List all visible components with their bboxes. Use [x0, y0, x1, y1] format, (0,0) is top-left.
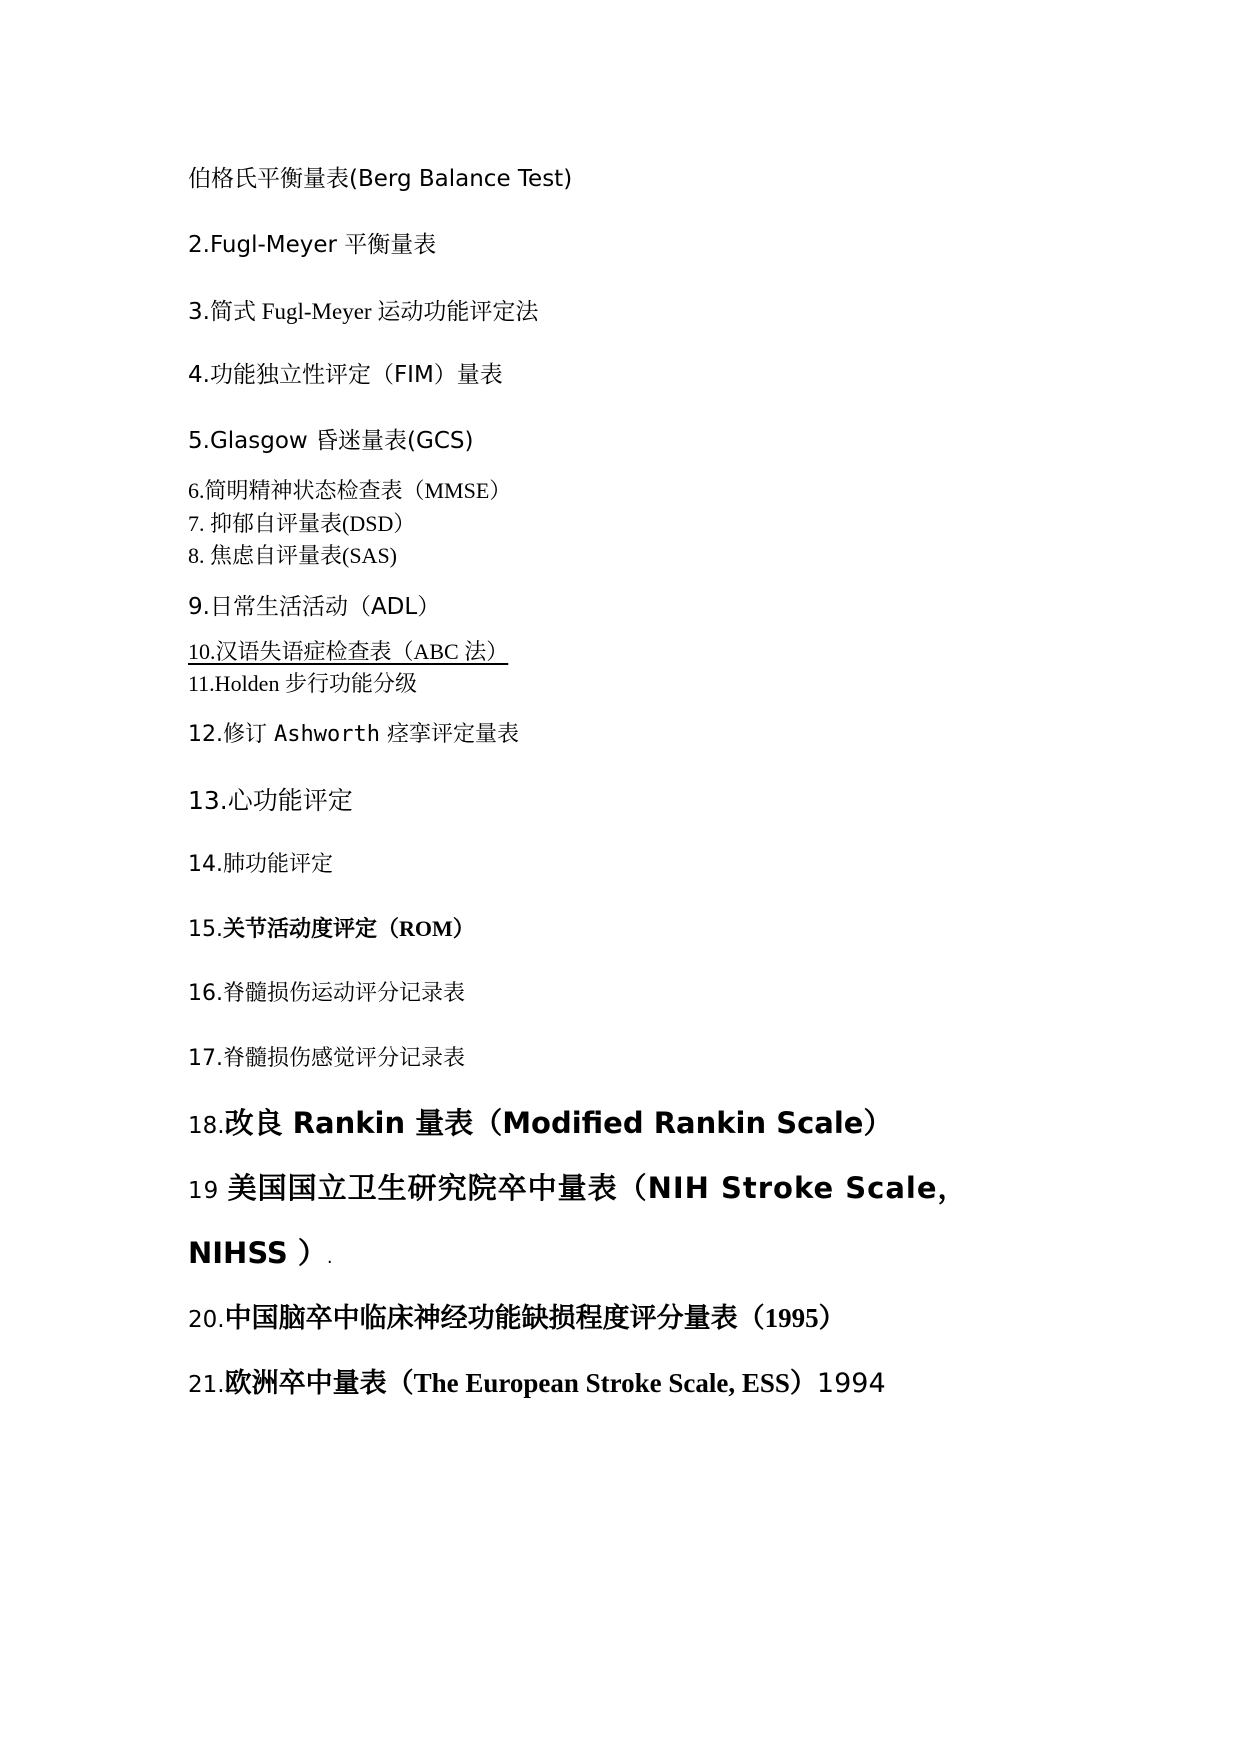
list-item-number: 15.: [188, 917, 223, 942]
list-item-text: 心功能评定: [227, 788, 353, 815]
list-item-text: 中国脑卒中临床神经功能缺损程度评分量表（: [224, 1303, 765, 1334]
list-item-text: 9.日常生活活动（ADL）: [188, 594, 441, 620]
list-item-text: 5.Glasgow 昏迷量表(GCS): [188, 428, 474, 454]
list-item-mmse: [188, 478, 511, 504]
list-item-text: 6.简明精神状态检查表（MMSE）: [188, 478, 512, 503]
list-item-text: 美国国立卫生研究院卒中量表（NIH Stroke Scale，: [227, 1171, 968, 1205]
list-item-text: 2.Fugl-Meyer 平衡量表: [188, 232, 437, 258]
list-item-abbr: ROM: [399, 916, 453, 941]
list-item-fugl-meyer-balance: [188, 232, 436, 260]
list-item-number: 20.: [188, 1307, 225, 1333]
list-item-text: 脊髓损伤感觉评分记录表: [223, 1045, 466, 1070]
list-item-dsd: [188, 511, 415, 537]
list-item-pulmonary: [188, 851, 333, 878]
list-item-number: 12.修订: [188, 722, 274, 747]
list-item-year: 1995: [764, 1303, 819, 1333]
list-item-sas: [188, 543, 397, 569]
list-item-text: 简式 Fugl-Meyer 运动功能评定法: [209, 299, 539, 324]
list-item-year: 1994: [816, 1368, 886, 1399]
list-item-text: Ashworth: [273, 722, 380, 747]
list-item-text: ）: [818, 1303, 846, 1334]
list-item-text: 脊髓损伤运动评分记录表: [223, 980, 466, 1005]
list-item-number: 21.: [188, 1372, 225, 1398]
list-item-number: 17.: [188, 1046, 223, 1071]
list-item-number: 14.: [188, 852, 223, 877]
list-item-text: 关节活动度评定（: [223, 917, 400, 942]
list-item-text: ）: [789, 1368, 817, 1399]
list-item-adl: [188, 594, 440, 622]
list-item-european-stroke: [188, 1367, 886, 1400]
list-item-sci-motor: [188, 980, 465, 1007]
list-item-text: 伯格氏平衡量表(Berg Balance Test): [188, 166, 573, 192]
list-item-text: 改良 Rankin 量表（Modified Rankin Scale）: [224, 1106, 893, 1140]
list-item-text: 4.功能独立性评定（FIM）量表: [188, 362, 503, 388]
list-item-text: ）: [452, 917, 475, 942]
list-item-number: 18.: [188, 1113, 225, 1139]
list-item-text: 8. 焦虑自评量表(SAS): [188, 543, 398, 568]
list-item-gcs: [188, 428, 473, 456]
list-item-nihss-continued: [188, 1236, 333, 1271]
list-item-text: 肺功能评定: [223, 851, 334, 876]
list-item-cardiac: [188, 786, 353, 817]
list-item-text: 痉挛评定量表: [379, 722, 519, 747]
list-item-abc: [188, 639, 508, 665]
list-item-text: NIHSS ）: [188, 1236, 327, 1270]
list-item-period: .: [326, 1247, 333, 1268]
list-item-english-name: The European Stroke Scale, ESS: [413, 1368, 790, 1398]
list-item-text: 11.Holden 步行功能分级: [188, 671, 417, 696]
list-item-rom: [188, 916, 475, 943]
list-item-fim: [188, 362, 503, 390]
list-item-number: 19: [188, 1178, 228, 1204]
list-item-berg: [188, 166, 572, 194]
list-item-rankin: [188, 1106, 892, 1141]
list-item-ashworth: [188, 722, 519, 748]
list-item-nihss: [188, 1171, 968, 1206]
list-item-sci-sensory: [188, 1045, 465, 1072]
list-item-number: 3.: [188, 299, 210, 325]
list-item-text: 10.汉语失语症检查表（ABC 法）: [188, 639, 509, 664]
list-item-fugl-meyer-motor: [188, 298, 538, 327]
list-item-number: 13.: [188, 786, 228, 815]
list-item-number: 16.: [188, 981, 223, 1006]
list-item-text: 欧洲卒中量表（: [224, 1368, 414, 1399]
list-item-holden: [188, 671, 417, 697]
list-item-chinese-stroke: [188, 1302, 846, 1335]
list-item-text: 7. 抑郁自评量表(DSD）: [188, 511, 416, 536]
